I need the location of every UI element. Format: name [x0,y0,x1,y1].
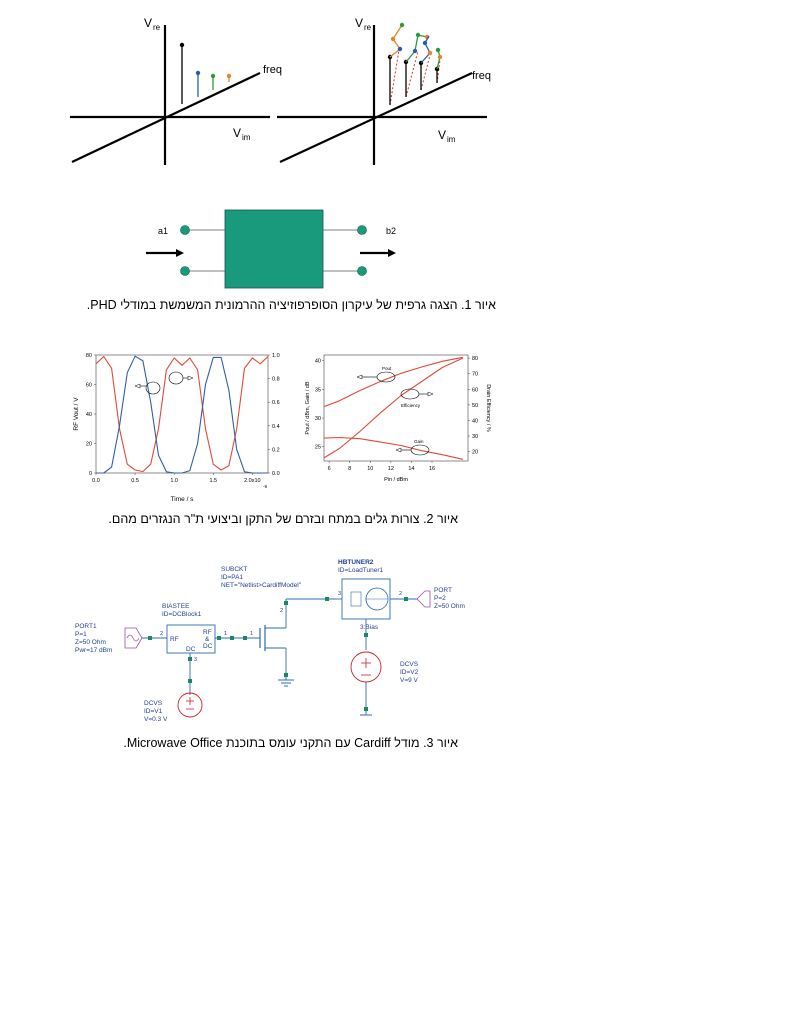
port2-symbol [417,591,430,607]
y-tick-label: 40 [85,412,92,418]
y2-tick-label: 30 [472,434,479,441]
hbtuner-line1: HBTUNER2 [338,559,374,566]
y-tick-label: 35 [314,387,321,394]
y-tick-labels [86,353,96,477]
x-tick-label: 0.0 [92,478,100,484]
x-tick-label: 0.5 [131,478,139,484]
fig1-left-diagram [60,5,280,175]
pin-label: 1 [250,631,254,637]
pin-label: 2 [160,631,164,637]
waveform-plot-area [96,356,268,473]
y2-tick-labels [468,356,478,456]
rfdc-label-2: & [205,636,210,643]
pin-label: 3 [338,591,342,597]
dc-pin-label: DC [186,646,196,653]
rfdc-label-3: DC [203,643,213,650]
port1-line1: PORT1 [75,623,97,630]
rfdc-label-1: RF [203,629,212,636]
y-tick-label: 80 [85,353,92,359]
freq-label: freq [263,64,282,76]
y-tick-label: 30 [314,416,321,423]
pin-label: 2 [399,591,403,597]
x-axis-label: Time / s [170,496,194,503]
dcvs1-line3: V=0.3 V [144,716,168,723]
vim-sub: im [447,135,456,144]
y-axis-label: RF Vout / V [73,397,80,431]
x-tick-label: 2.0x10 [244,478,261,484]
vre-label: V [355,16,364,30]
gain-label: Gain [414,439,424,444]
port1-line3: Z=50 Ohm [75,639,106,646]
bias-pin-label: 3:Bias [360,624,379,631]
y-tick-label: 60 [85,382,92,389]
efficiency-series-line [324,358,463,458]
subckt-line3: NET="Netlist>CardiffModel" [221,582,301,589]
a1-label: a1 [158,226,169,236]
subckt-line1: SUBCKT [221,566,248,573]
figure-2-caption: איור 2. צורות גלים במתח ובזרם של התקן וביצועי ת"ר הנגזרים מהם. [108,512,458,526]
vim-sub: im [242,133,251,142]
hbtuner-line2: ID=LoadTuner1 [338,567,384,574]
y2-tick-label: 0.8 [272,376,280,383]
vim-label: V [438,128,447,142]
x-axis-label: Pin / dBm [384,477,408,483]
dcvs2-line2: ID=V2 [400,669,419,676]
y-tick-labels [315,359,324,451]
port2-line3: Z=50 Ohm [434,603,465,610]
pout-label: Pout [382,366,392,371]
y2-tick-label: 0.0 [272,471,280,477]
port1-line2: P=1 [75,631,87,638]
gain-series-line [324,438,463,460]
fig1-two-port-block [140,200,420,295]
y2-tick-label: 0.4 [272,423,280,430]
port2-line2: P=2 [434,595,446,602]
freq-label: freq [472,70,491,82]
rf-pin-label: RF [170,636,179,643]
pin-label: 3 [194,657,198,663]
y2-tick-label: 20 [472,449,479,456]
current-series-line [96,356,268,473]
network-block [225,210,323,288]
biastee-line2: ID=DCBlock1 [162,611,202,618]
y2-tick-label: 0.2 [272,447,280,454]
y2-tick-label: 40 [472,418,479,425]
x-tick-label: 1.0 [170,478,179,484]
voltage-series-line [96,357,268,472]
waveform-chart [70,345,285,505]
port2-line1: PORT [434,587,452,594]
power-sweep-chart [300,345,500,505]
fig1-right-diagram [272,5,512,175]
y2-axis-label: Drain Efficiency / % [485,384,491,432]
b2-label: b2 [386,226,397,236]
vre-sub: re [364,23,372,32]
dcvs2-line3: V=9 V [400,677,418,684]
power-plot-area [324,357,463,459]
x-tick-labels [92,473,260,484]
y2-tick-label: 80 [472,356,479,363]
x-tick-labels [328,461,435,472]
y2-tick-label: 70 [472,371,479,378]
subckt-line2: ID=PA1 [221,574,244,581]
pin-label: 1 [224,631,228,637]
y2-tick-label: 1.0 [272,353,280,359]
cardiff-schematic [70,555,490,725]
pout-series-line [324,357,463,406]
y2-tick-label: 50 [472,402,479,409]
vre-label: V [144,16,153,30]
x-exponent: -9 [263,484,268,489]
pin-label: 2 [280,608,284,614]
x-tick-label: 12 [387,466,394,472]
x-tick-label: 1.5 [209,478,218,484]
dcvs1-line2: ID=V1 [144,708,163,715]
dcvs2-line1: DCVS [400,661,419,668]
vim-label: V [233,126,242,140]
vre-sub: re [153,23,161,32]
y2-tick-label: 0.6 [272,400,280,407]
dcvs1-line1: DCVS [144,700,163,707]
x-tick-label: 14 [408,466,415,472]
y-tick-label: 25 [314,444,321,451]
biastee-line1: BIASTEE [162,603,190,610]
y2-tick-labels [268,353,280,477]
y-tick-label: 20 [85,441,92,448]
x-tick-label: 16 [428,466,436,472]
y-axis-label: Pout / dBm, Gain / dB [305,381,311,435]
y-tick-label: 0 [88,471,92,477]
x-tick-label: 10 [367,466,374,472]
y2-tick-label: 60 [472,387,479,394]
y-tick-label: 40 [314,358,321,365]
port1-symbol [125,628,142,648]
efficiency-label: Efficiency [401,403,421,408]
figure-3-caption: איור 3. מודל Cardiff עם התקני עומס בתוכנת Microwave Office. [123,736,458,750]
x-tick-label: 8 [348,466,352,472]
x-tick-label: 6 [327,466,331,472]
figure-1-caption: איור 1. הצגה גרפית של עיקרון הסופרפוזיציה ההרמונית המשמשת במודלי PHD. [86,298,496,312]
port1-line4: Pwr=17 dBm [75,647,113,654]
